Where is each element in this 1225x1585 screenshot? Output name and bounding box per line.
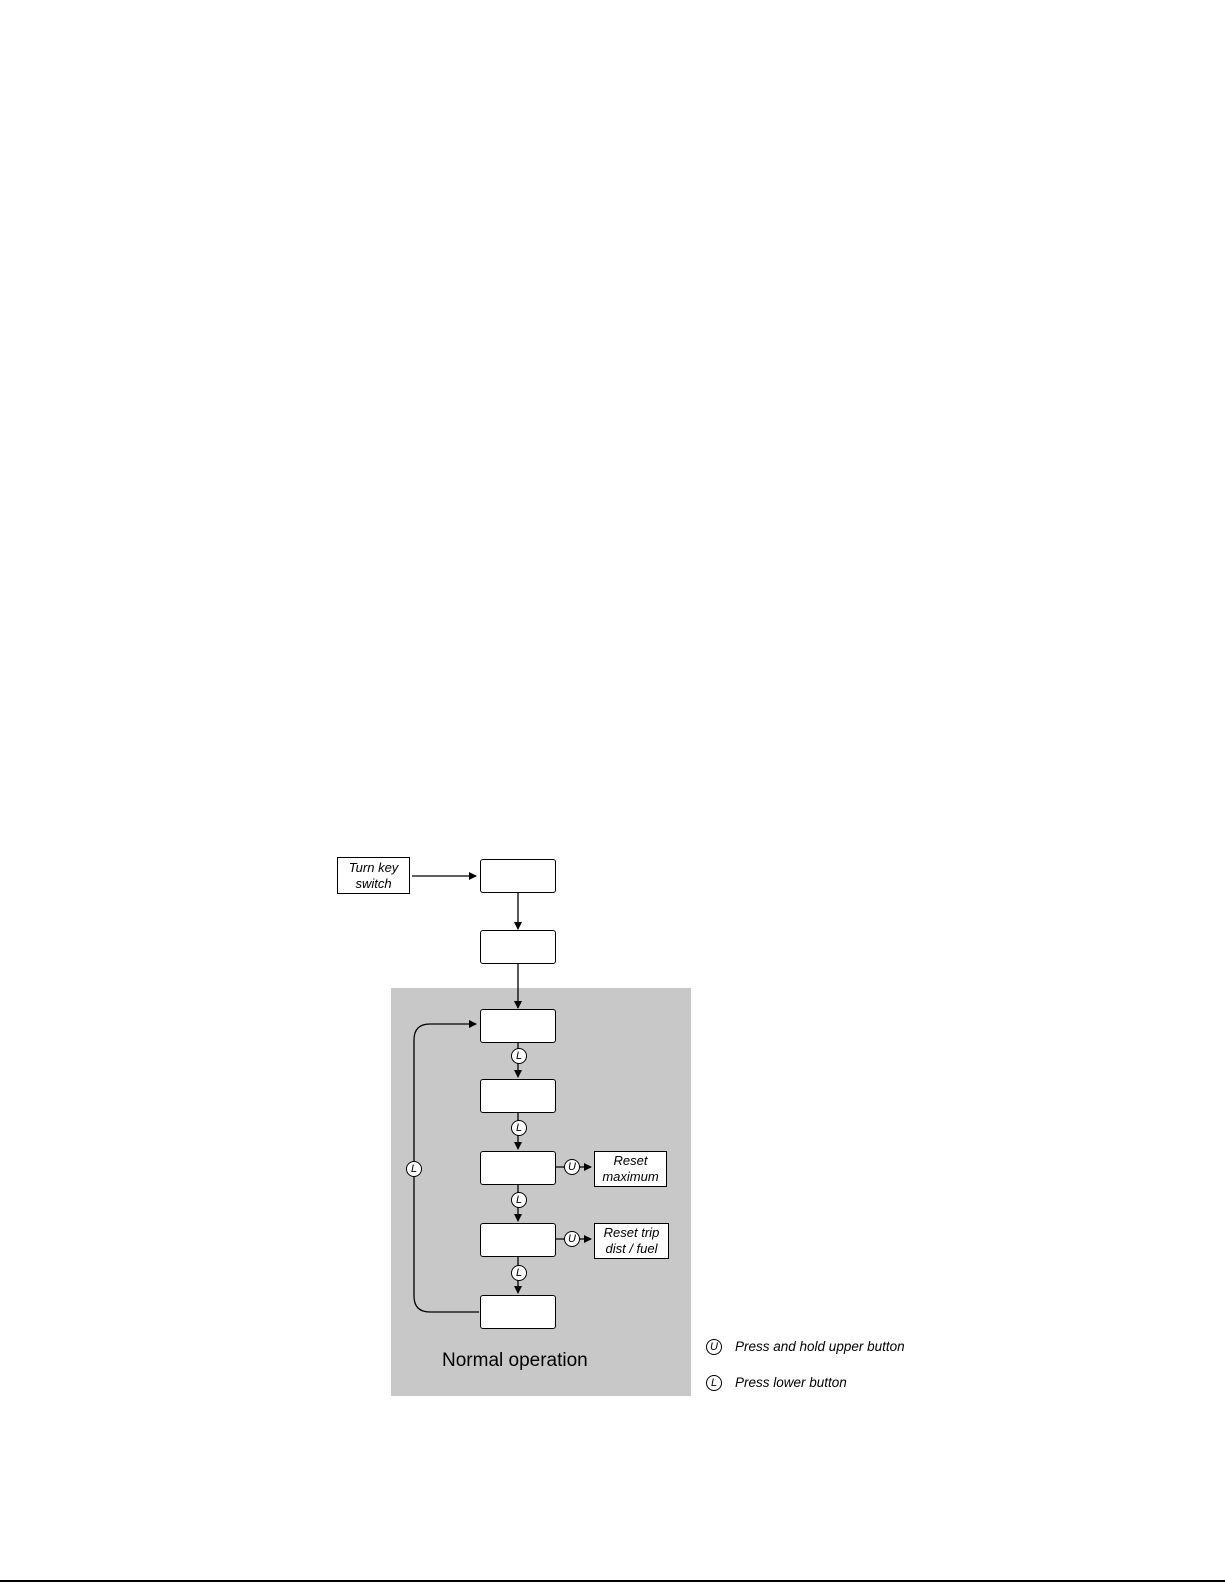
turn-key-line2: switch xyxy=(355,875,392,891)
reset-maximum-line2: maximum xyxy=(602,1169,659,1184)
lcd-temperature-line1 xyxy=(485,1183,552,1185)
reset-trip-line2: dist / fuel xyxy=(605,1241,658,1256)
page-bottom-rule xyxy=(0,1580,1225,1582)
lower-button-marker: L xyxy=(511,1048,527,1064)
lcd-odometer-screen xyxy=(480,930,556,964)
lcd-speed-bar-screen xyxy=(480,1009,556,1043)
reset-maximum-box xyxy=(594,1151,667,1187)
upper-button-marker: U xyxy=(564,1159,580,1175)
lcd-splash-screen xyxy=(480,859,556,893)
lower-button-loop-marker: L xyxy=(406,1161,422,1177)
legend-upper-symbol: U xyxy=(706,1339,722,1355)
lower-button-marker: L xyxy=(511,1120,527,1136)
lcd-trip-screen xyxy=(480,1223,556,1257)
lcd-temperature-screen xyxy=(480,1151,556,1185)
lcd-speed-rpm-line1 xyxy=(485,1111,552,1113)
reset-maximum-line1: Reset xyxy=(613,1153,648,1168)
legend-lower-text: Press lower button xyxy=(735,1375,847,1390)
normal-operation-caption: Normal operation xyxy=(442,1350,588,1371)
lcd-odometer-line1 xyxy=(485,962,552,964)
arrow-loop-back-to-speedbar xyxy=(414,1024,479,1312)
lcd-mileage-screen xyxy=(480,1295,556,1329)
legend-upper-text: Press and hold upper button xyxy=(735,1339,905,1354)
reset-trip-box xyxy=(594,1223,669,1259)
lower-button-marker: L xyxy=(511,1265,527,1281)
lower-button-marker: L xyxy=(511,1192,527,1208)
lcd-trip-line1 xyxy=(485,1255,552,1257)
turn-key-switch-box xyxy=(337,857,410,894)
lcd-mileage-line1 xyxy=(485,1327,552,1329)
lcd-speed-rpm-screen xyxy=(480,1079,556,1113)
legend-lower-symbol: L xyxy=(706,1375,722,1391)
turn-key-line1: Turn key xyxy=(348,859,399,875)
lcd-splash-line1 xyxy=(485,891,552,893)
lcd-speed-bar-line1 xyxy=(485,1041,552,1043)
reset-trip-line1: Reset trip xyxy=(603,1225,660,1240)
upper-button-marker: U xyxy=(564,1231,580,1247)
